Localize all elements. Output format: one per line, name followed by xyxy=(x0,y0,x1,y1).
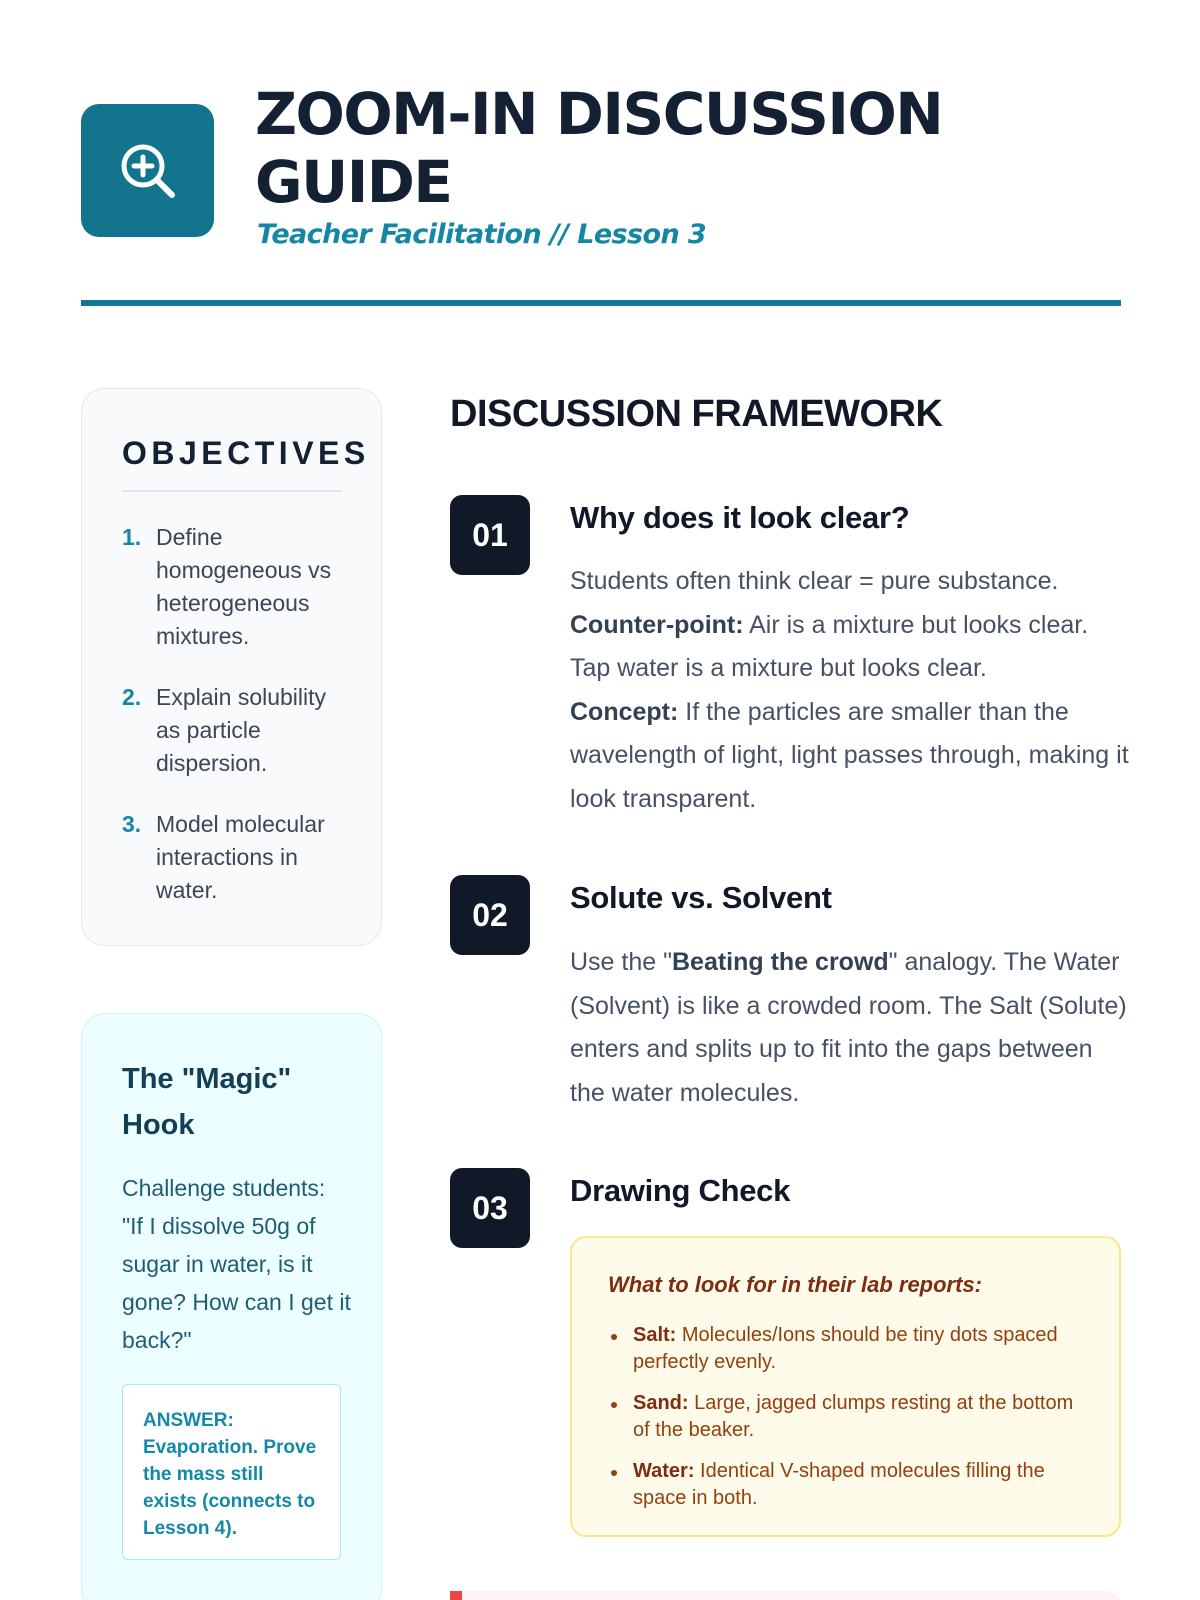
objective-number: 1. xyxy=(122,524,142,550)
step-body-text: Use the " xyxy=(570,948,672,976)
list-item xyxy=(608,1322,1078,1376)
check-label: Water: xyxy=(633,1460,695,1482)
alert-card-accent xyxy=(450,1591,462,1600)
check-list xyxy=(608,1322,1078,1526)
step-body xyxy=(570,941,1130,1115)
check-heading: What to look for in their lab reports: xyxy=(608,1272,982,1297)
check-label: Sand: xyxy=(633,1392,689,1414)
step-body xyxy=(570,560,1130,821)
objective-text: Model molecular interactions in water. xyxy=(156,811,325,903)
step-title: Drawing Check xyxy=(570,1173,791,1208)
step-number-badge: 03 xyxy=(450,1168,530,1248)
hook-title: The "Magic" Hook xyxy=(122,1063,292,1141)
analogy-label: Beating the crowd xyxy=(671,948,889,976)
drawing-check-box xyxy=(570,1236,1121,1537)
page-title: ZOOM-IN DISCUSSION GUIDE xyxy=(255,80,943,216)
step-body-text: Students often think clear = pure substance. xyxy=(570,567,1059,595)
objectives-divider xyxy=(122,490,342,492)
step-body-text: " analogy. The Water (Solvent) is like a crowded room. The Salt (Solute) enters and splits up to fit into the gaps between the water molecules. xyxy=(570,948,1127,1107)
list-item xyxy=(608,1458,1078,1512)
check-text: Large, jagged clumps resting at the bottom of the beaker. xyxy=(633,1392,1074,1441)
objective-number: 3. xyxy=(122,811,142,837)
objectives-heading: OBJECTIVES xyxy=(122,435,370,471)
logo-badge xyxy=(81,104,214,237)
framework-heading: DISCUSSION FRAMEWORK xyxy=(450,393,943,435)
objectives-card xyxy=(81,388,382,946)
step-title: Solute vs. Solvent xyxy=(570,880,832,915)
hook-text: Challenge students: "If I dissolve 50g of sugar in water, is it gone? How can I get it back?" xyxy=(122,1175,351,1353)
check-text: Identical V-shaped molecules filling the space in both. xyxy=(633,1460,1045,1509)
step-title: Why does it look clear? xyxy=(570,500,910,535)
check-label: Salt: xyxy=(633,1324,677,1346)
counterpoint-label: Counter-point: xyxy=(570,610,744,639)
objective-number: 2. xyxy=(122,684,142,710)
step-number-badge: 01 xyxy=(450,495,530,575)
check-text: Molecules/Ions should be tiny dots spaced perfectly evenly. xyxy=(633,1324,1058,1373)
concept-label: Concept: xyxy=(570,697,679,726)
alert-card xyxy=(450,1591,1121,1600)
zoom-in-icon xyxy=(118,141,178,201)
hook-card xyxy=(81,1013,382,1600)
page-subtitle: Teacher Facilitation // Lesson 3 xyxy=(257,219,707,250)
counterpoint-text: Air is a mixture but looks clear. Tap water is a mixture but looks clear. xyxy=(570,610,1089,682)
objective-text: Define homogeneous vs heterogeneous mixtures. xyxy=(156,524,332,649)
objective-text: Explain solubility as particle dispersion. xyxy=(156,684,327,776)
concept-text: If the particles are smaller than the wavelength of light, light passes through, making it look transparent. xyxy=(570,697,1129,813)
header-divider xyxy=(81,300,1121,306)
step-number-badge: 02 xyxy=(450,875,530,955)
answer-box: ANSWER: Evaporation. Prove the mass still exists (connects to Lesson 4). xyxy=(122,1384,341,1560)
list-item xyxy=(608,1390,1078,1444)
